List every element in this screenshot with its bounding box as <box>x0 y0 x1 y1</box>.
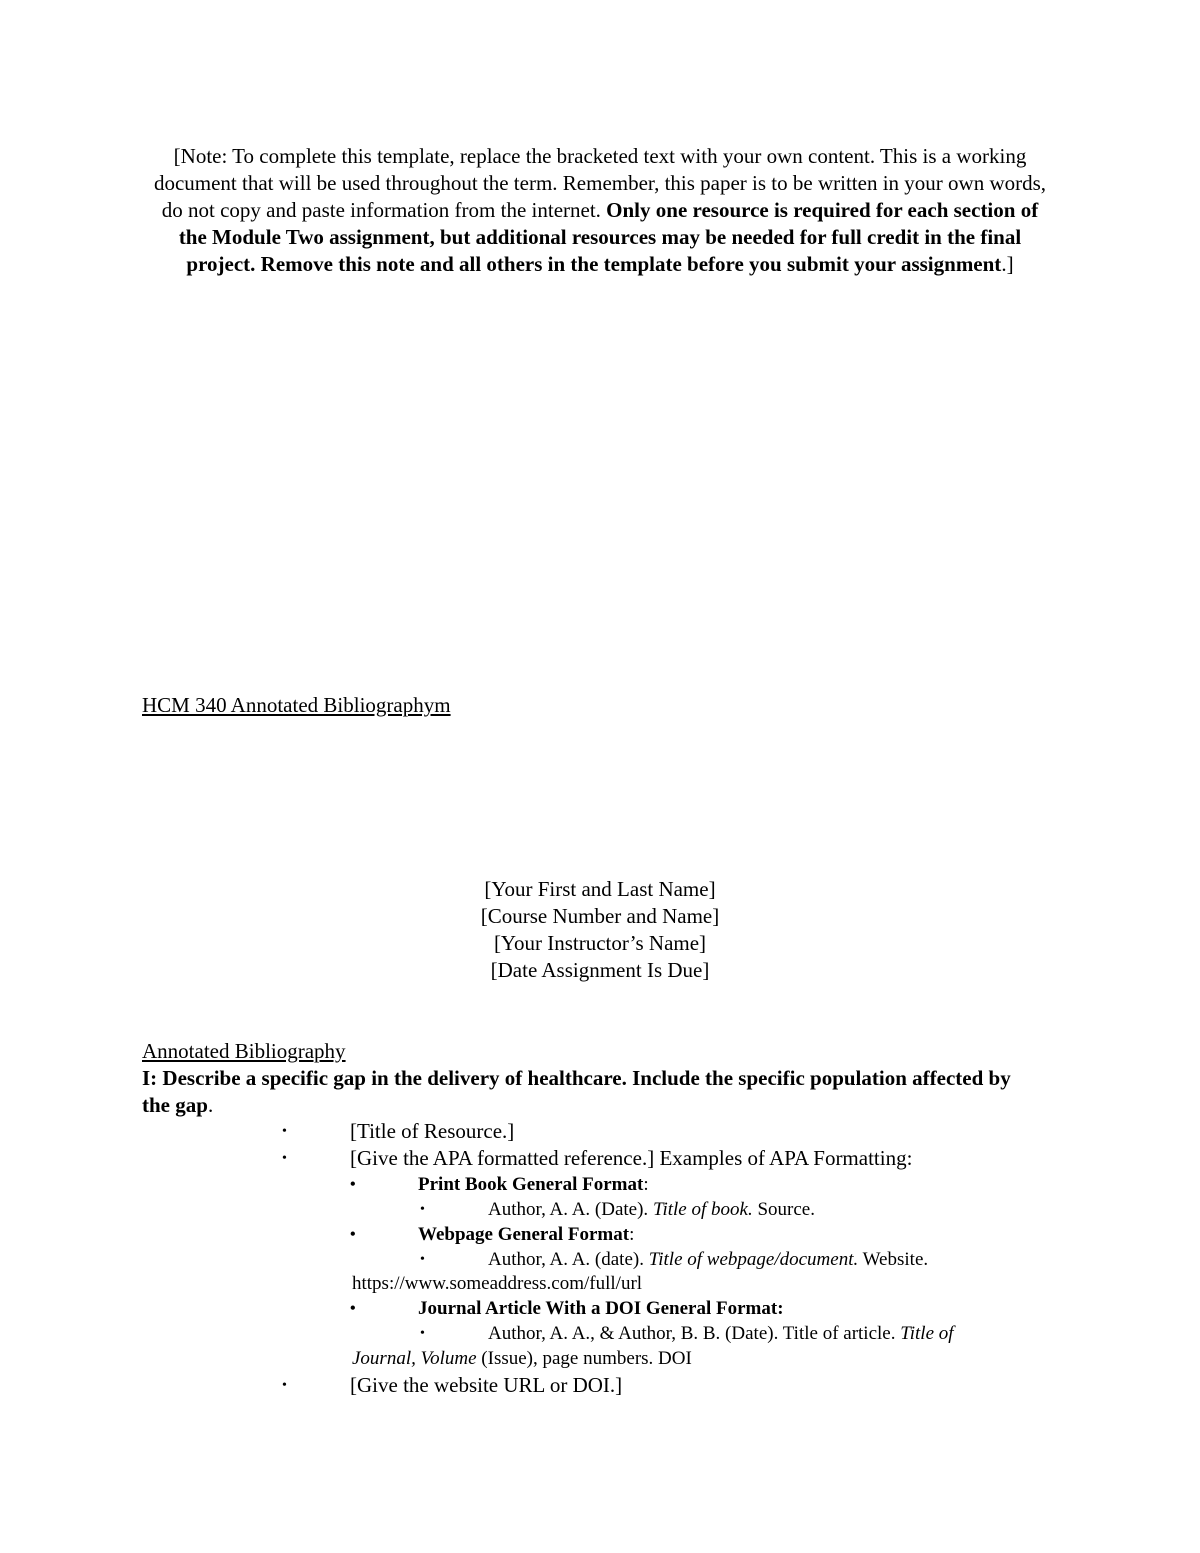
print-example-source: Source. <box>752 1199 815 1220</box>
print-example-author: Author, A. A. (Date). <box>488 1199 653 1220</box>
web-example-author: Author, A. A. (date). <box>488 1249 649 1270</box>
title-page-block <box>0 876 1200 984</box>
bullet-icon: • <box>350 1226 356 1243</box>
bullet-icon: • <box>282 1378 287 1393</box>
web-example-website: Website. <box>858 1249 929 1270</box>
webpage-example-url: https://www.someaddress.com/full/url <box>352 1273 643 1294</box>
bullet-icon: • <box>282 1151 287 1166</box>
due-date: [Date Assignment Is Due] <box>490 958 710 982</box>
web-example-title: Title of webpage/document. <box>648 1249 859 1270</box>
print-book-example <box>488 1197 815 1222</box>
bullet-icon: • <box>350 1300 356 1317</box>
bullet-icon: • <box>282 1124 287 1139</box>
bullet-icon: • <box>420 1252 425 1267</box>
note-bold-text: Only one resource is required for each section of the Module Two assignment, but additional resources may be needed for full credit in the final project. Remove this note and all others in the template before you submit your assignment <box>178 198 1039 276</box>
student-name: [Your First and Last Name] <box>484 877 716 901</box>
question-text: I: Describe a specific gap in the delivery of healthcare. Include the specific population affected by the gap <box>142 1066 1011 1117</box>
print-example-title: Title of book. <box>652 1199 753 1220</box>
bullet-icon: • <box>420 1202 425 1217</box>
course-title: HCM 340 Annotated Bibliographym <box>142 693 451 717</box>
section-question <box>142 1065 1042 1119</box>
webpage-colon: : <box>629 1224 635 1245</box>
apa-reference-item: [Give the APA formatted reference.] Examples of APA Formatting: <box>350 1146 913 1170</box>
section-heading: Annotated Bibliography <box>142 1039 346 1063</box>
journal-example-continued <box>352 1346 692 1371</box>
instructor-name: [Your Instructor’s Name] <box>493 931 707 955</box>
template-note <box>148 143 1052 278</box>
bullet-icon: • <box>350 1176 356 1193</box>
journal-format-item <box>418 1296 784 1321</box>
webpage-label: Webpage General Format <box>418 1224 630 1245</box>
journal-name-volume: Journal, Volume <box>352 1348 477 1369</box>
note-plain-text: [Note: To complete this template, replace the bracketed text with your own content. This is a working document that will be used throughout the term. Remember, this paper is to be written in your own words, do not copy and paste information from the internet. <box>153 144 1047 222</box>
print-book-label: Print Book General Format <box>418 1174 644 1195</box>
course-number-name: [Course Number and Name] <box>480 904 720 928</box>
journal-issue-pages: (Issue), page numbers. DOI <box>476 1348 692 1369</box>
question-end: . <box>207 1093 214 1117</box>
journal-example-author: Author, A. A., & Author, B. B. (Date). Title of article. <box>488 1323 901 1344</box>
journal-example-title: Title of <box>900 1323 954 1344</box>
journal-label: Journal Article With a DOI General Format: <box>418 1298 784 1319</box>
journal-example <box>488 1321 954 1346</box>
note-end: .] <box>1001 252 1014 276</box>
print-book-colon: : <box>643 1174 649 1195</box>
print-book-format-item <box>418 1172 649 1197</box>
bullet-icon: • <box>420 1326 425 1341</box>
url-doi-item: [Give the website URL or DOI.] <box>350 1373 623 1397</box>
title-of-resource-item: [Title of Resource.] <box>350 1119 515 1143</box>
webpage-format-item <box>418 1222 634 1247</box>
webpage-example <box>488 1247 928 1272</box>
